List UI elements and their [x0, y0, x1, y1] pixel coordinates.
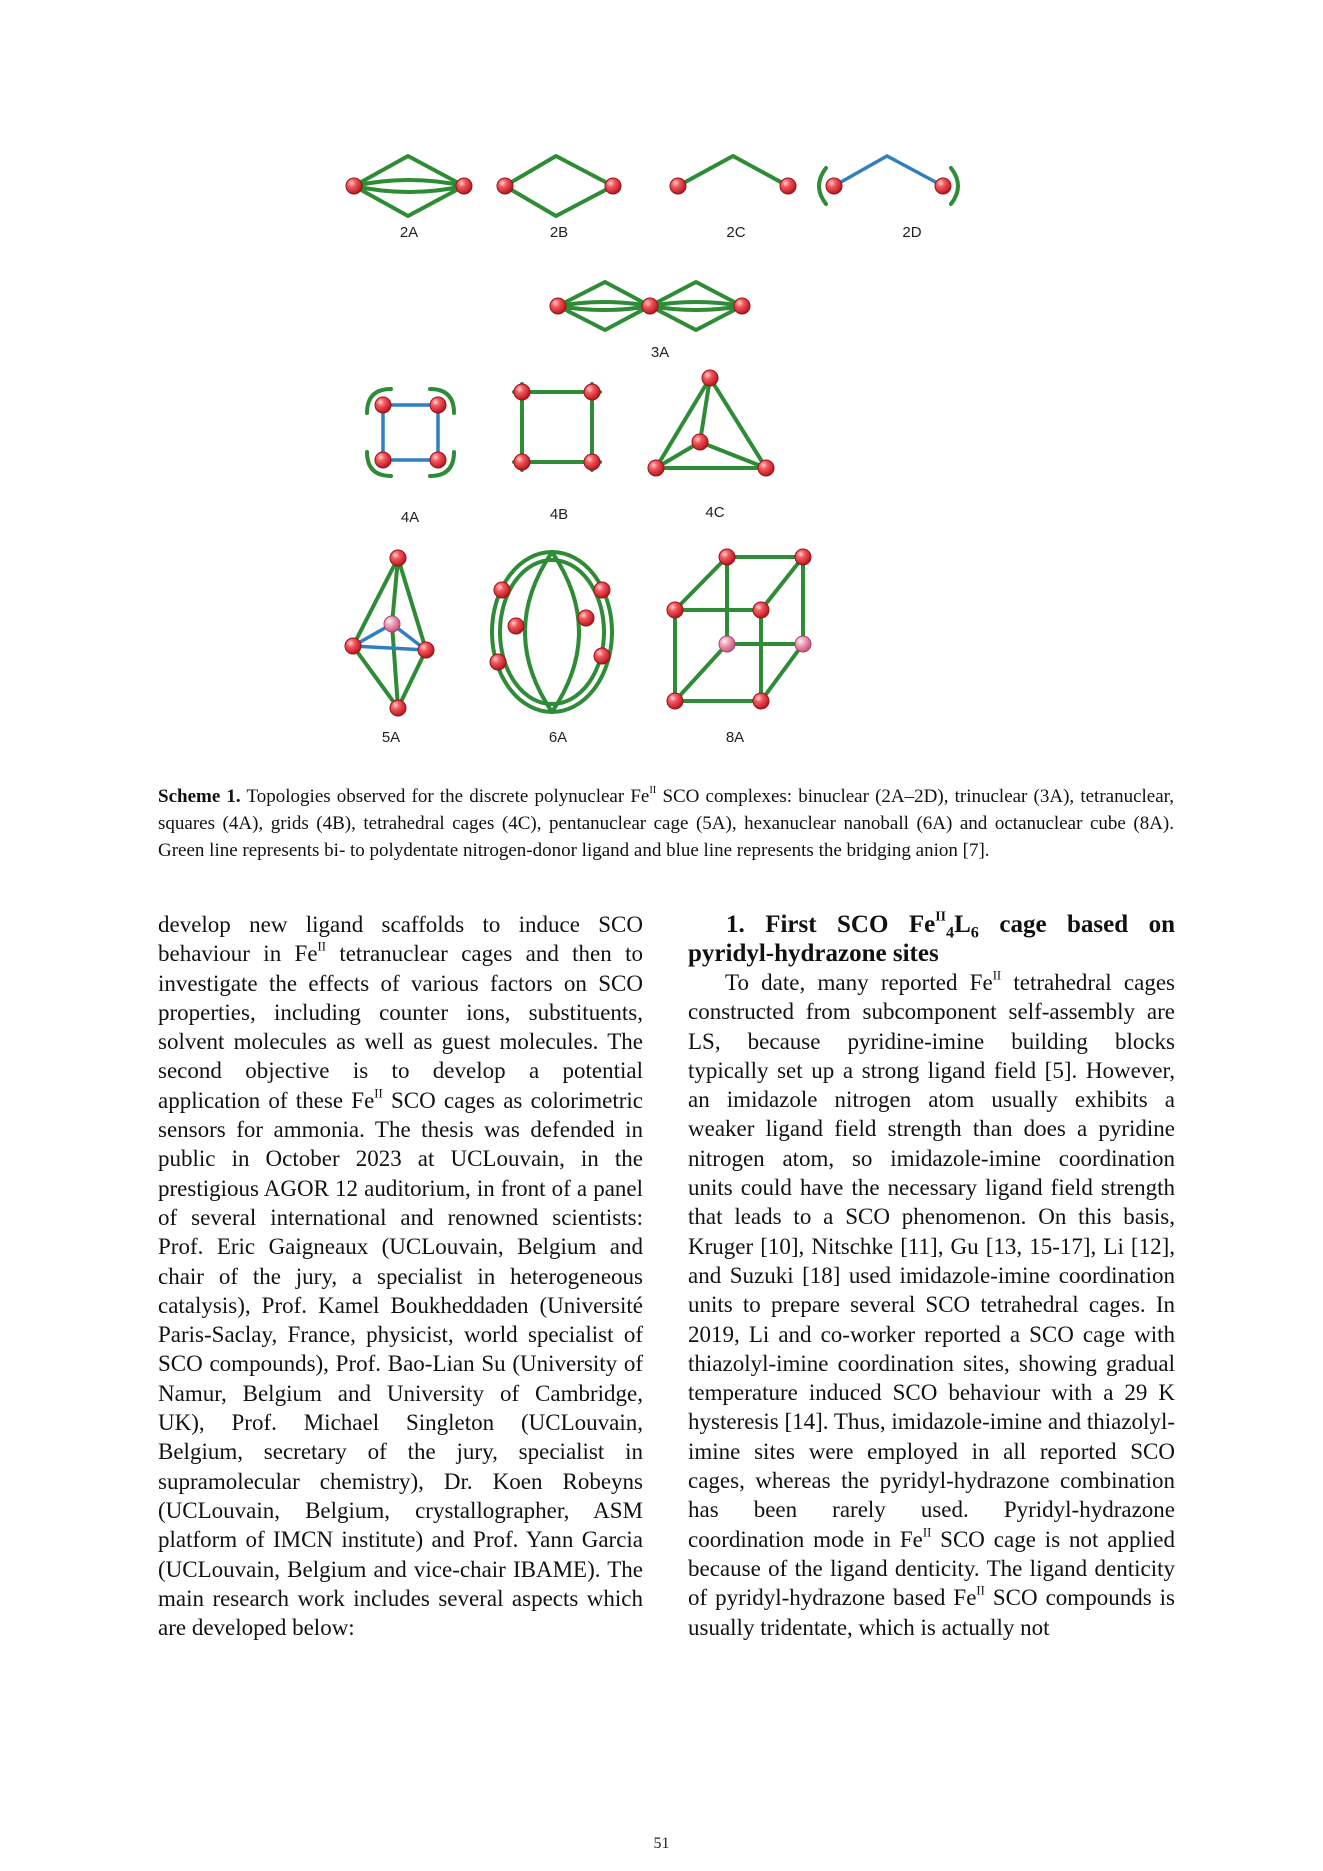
topology-6A: [490, 552, 612, 746]
topology-2B: [497, 156, 621, 241]
label-2A: 2A: [399, 224, 419, 241]
label-2D: 2D: [902, 224, 922, 241]
topology-4B: [514, 384, 600, 523]
label-6A: 6A: [548, 729, 568, 746]
label-8A: 8A: [725, 729, 745, 746]
left-paragraph: develop new ligand scaffolds to induce SCO behaviour in $Fe^{II}$ tetranuclear cages and then to investigate the effects of various factors on SCO properties, including counter ions, substituents, solvent molecules as well as guest molecules. The second objective is to develop a potential application of these $Fe^{II}$ SCO cages as colorimetric sensors for ammonia. The thesis was defended in public in October 2023 at UCLouvain, in the prestigious AGOR 12 auditorium, in front of a panel of several international and renowned scientists: Prof. Eric Gaigneaux (UCLouvain, Belgium and chair of the jury, a specialist in heterogeneous catalysis), Prof. Kamel Boukheddaden (Université Paris-Saclay, France, physicist, world specialist of SCO compounds), Prof. Bao-Lian Su (University of Namur, Belgium and University of Cambridge, UK), Prof. Michael Singleton (UCLouvain, Belgium, secretary of the jury, specialist in supramolecular chemistry), Dr. Koen Robeyns (UCLouvain, Belgium, crystallographer, ASM platform of IMCN institute) and Prof. Yann Garcia (UCLouvain, Belgium and vice-chair IBAME). The main research work includes several aspects which are developed below:: [158, 912, 644, 1641]
scheme-figure: [330, 130, 1010, 755]
topology-3A: [550, 282, 750, 361]
label-4A: 4A: [400, 509, 420, 526]
label-2C: 2C: [726, 224, 746, 241]
topology-4C: [648, 370, 774, 521]
label-2B: 2B: [549, 224, 569, 241]
topology-diagram: [330, 130, 1010, 755]
topology-2A: [346, 156, 472, 241]
left-column: [158, 910, 643, 1642]
topology-8A: [667, 549, 811, 746]
label-4C: 4C: [705, 504, 725, 521]
right-column: [688, 910, 1175, 1642]
label-4B: 4B: [549, 506, 569, 523]
scheme-caption: Scheme 1. Topologies observed for the discrete polynuclear $Fe^{II}$ SCO complexes: binuclear (2A–2D), trinuclear (3A), tetranuclear, squares (4A), grids (4B), tetrahedral cages (4C), pentanuclear cage (5A), hexanuclear nanoball (6A) and octanuclear cube (8A). Green line represents bi- to polydentate nitrogen-donor ligand and blue line represents the bridging anion [7].: [158, 785, 1174, 861]
topology-2D: [819, 156, 958, 241]
caption-label: Scheme 1.: [158, 786, 241, 807]
label-5A: 5A: [381, 729, 401, 746]
topology-4A: [367, 389, 454, 526]
page-number: 51: [653, 1835, 670, 1852]
section-heading: 1. First SCO $Fe^{II}_4L_6$ cage based on pyridyl-hydrazone sites: [688, 908, 1176, 967]
label-3A: 3A: [650, 344, 670, 361]
topology-5A: [345, 550, 434, 746]
right-paragraph: To date, many reported $Fe^{II}$ tetrahedral cages constructed from subcomponent self-assembly are LS, because pyridine-imine building blocks typically set up a strong ligand field [5]. However, an imidazole nitrogen atom usually exhibits a weaker ligand field strength than does a pyridine nitrogen atom, so imidazole-imine coordination units could have the necessary ligand field strength that leads to a SCO phenomenon. On this basis, Kruger [10], Nitschke [11], Gu [13, 15-17], Li [12], and Suzuki [18] used imidazole-imine coordination units to prepare several SCO tetrahedral cages. In 2019, Li and co-worker reported a SCO cage with thiazolyl-imine coordination sites, showing gradual temperature induced SCO behaviour with a 29 K hysteresis [14]. Thus, imidazole-imine and thiazolyl-imine sites were employed in all reported SCO cages, whereas the pyridyl-hydrazone combination has been rarely used. Pyridyl-hydrazone coordination mode in $Fe^{II}$ SCO cage is not applied because of the ligand denticity. The ligand denticity of pyridyl-hydrazone based $Fe^{II}$ SCO compounds is usually tridentate, which is actually not: [688, 968, 1175, 1640]
topology-2C: [670, 156, 796, 241]
